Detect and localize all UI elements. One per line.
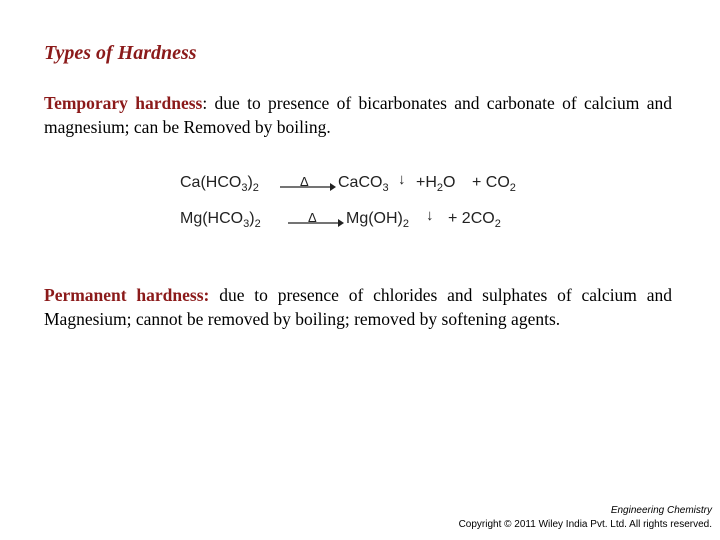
permanent-hardness-term: Permanent hardness:	[44, 285, 210, 305]
permanent-hardness-text: due to presence of chlorides and sulphates of calcium and Magnesium; cannot be removed by boiling; removed by softening agents.	[44, 285, 672, 329]
copyright-notice: Copyright © 2011 Wiley India Pvt. Ltd. All rights reserved.	[458, 519, 712, 530]
heat-symbol: Δ	[300, 174, 309, 189]
book-title: Engineering Chemistry	[610, 505, 712, 516]
product-water: $+H_2O$	[416, 174, 456, 194]
temporary-hardness-text: : due to presence of bicarbonates and carbonate of calcium and magnesium; can be Removed by boiling.	[44, 93, 672, 137]
heat-symbol: Δ	[308, 210, 317, 225]
page-title: Types of Hardness	[44, 42, 197, 64]
product-magnesium-hydroxide: $Mg(OH)_2$	[346, 210, 410, 230]
reactant: $Mg(HCO_3)_2$	[180, 210, 261, 230]
temporary-hardness-term: Temporary hardness	[44, 93, 203, 113]
temporary-hardness-paragraph	[44, 91, 672, 139]
precipitate-arrow-icon: ↓	[398, 171, 406, 188]
precipitate-arrow-icon: ↓	[426, 207, 434, 224]
permanent-hardness-paragraph	[44, 283, 672, 331]
product-carbon-dioxide: + $CO_2$	[472, 174, 516, 194]
product-calcium-carbonate: CaCO$_3$	[338, 174, 389, 194]
reactant: $Ca(HCO_3)_2$	[180, 174, 259, 194]
footer	[459, 504, 712, 532]
product-carbon-dioxide: + $2CO_2$	[448, 210, 501, 230]
